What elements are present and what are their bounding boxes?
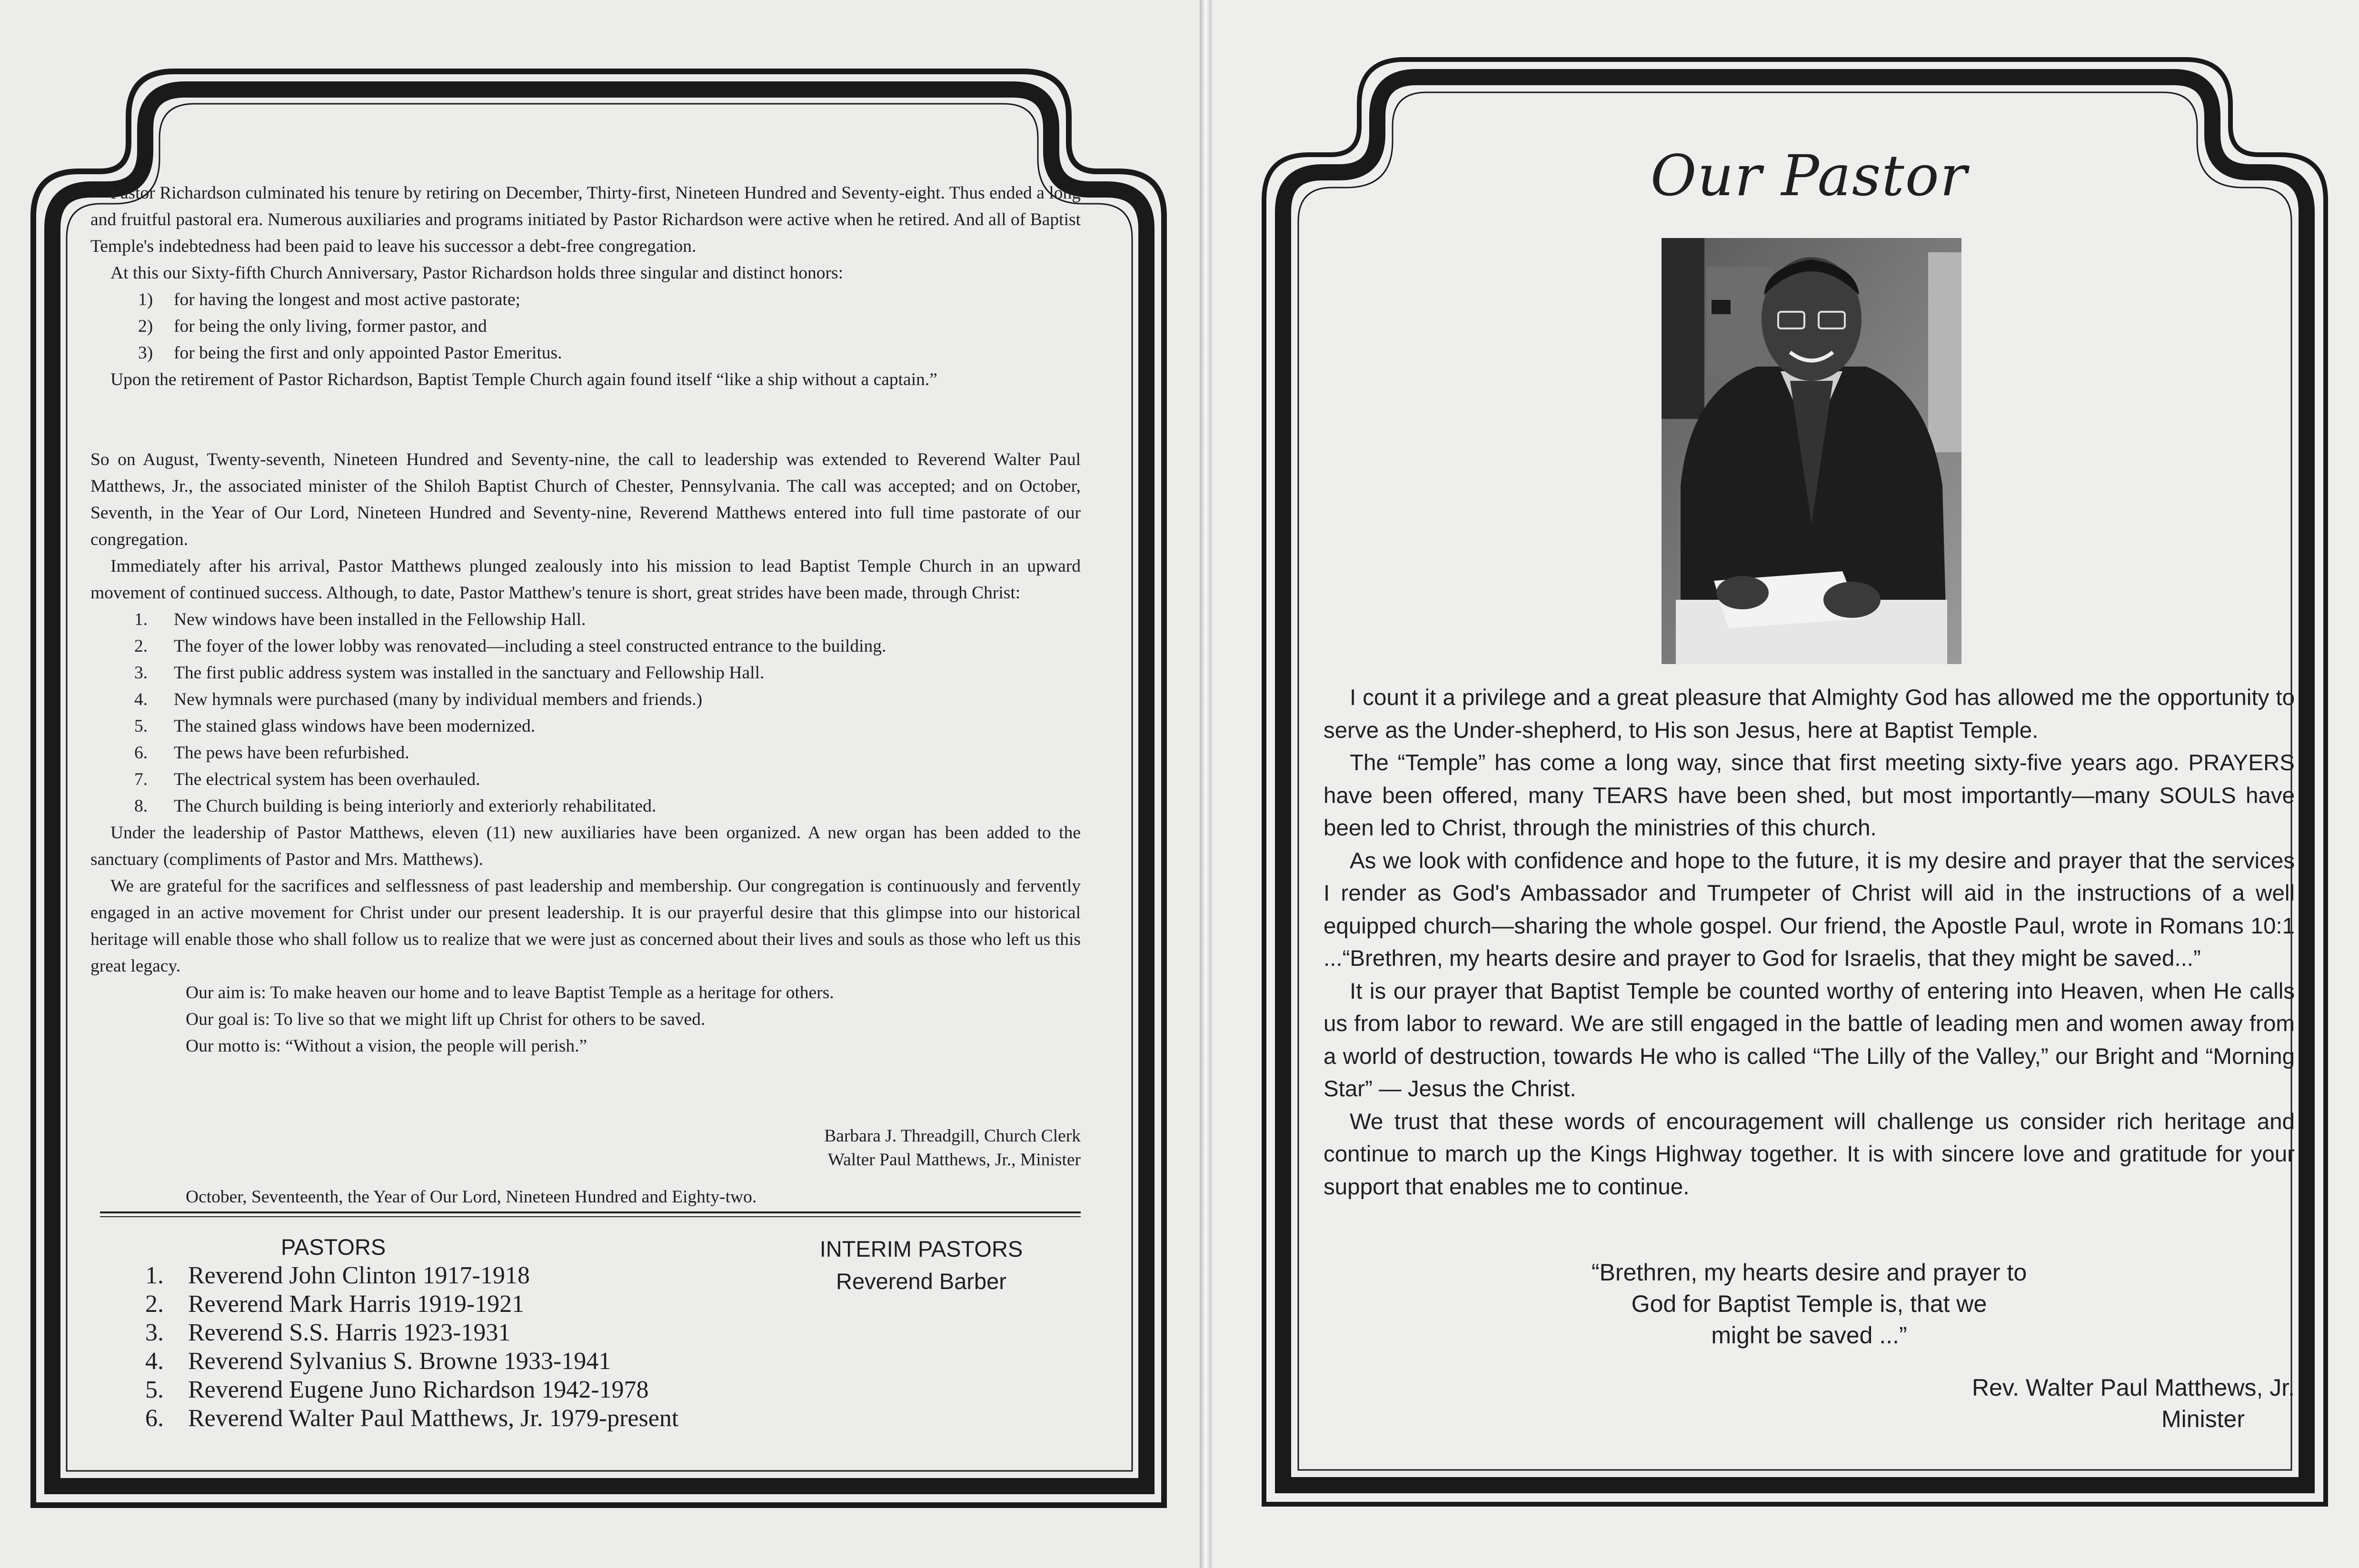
paragraph-encouragement: We trust that these words of encouragement will challenge us consider rich heritage and continue to march up the Kings Highway together. It is with sincere love and gratitude for your support that enables me to continue. <box>1324 1109 2295 1200</box>
section-divider <box>100 1211 1081 1217</box>
aim-line: Our aim is: To make heaven our home and to leave Baptist Temple as a heritage for others. <box>186 983 834 1002</box>
signature-name: Rev. Walter Paul Matthews, Jr. <box>1972 1374 2295 1401</box>
list-item: 2. The foyer of the lower lobby was renovated—including a steel constructed entrance to the building. <box>134 636 886 656</box>
list-item: 4. New hymnals were purchased (many by individual members and friends.) <box>134 690 703 709</box>
paragraph-arrival: Immediately after his arrival, Pastor Matthews plunged zealously into his mission to lead Baptist Temple Church in an upward movement of continued success. Although, to date, Pastor Matthew's tenure is short, great strides have been made, through Christ: <box>90 556 1081 603</box>
signature-title: Minister <box>2161 1406 2245 1432</box>
quote-line: might be saved ...” <box>1711 1322 1907 1349</box>
paragraph-auxiliaries: Under the leadership of Pastor Matthews, eleven (11) new auxiliaries have been organized. A new organ has been added to the sanctuary (compliments of Pastor and Mrs. Matthews). <box>90 823 1081 869</box>
paragraph-call: So on August, Twenty-seventh, Nineteen Hundred and Seventy-nine, the call to leadership was extended to Reverend Walter Paul Matthews, Jr., the associated minister of the Shiloh Baptist Church of Chester, Pennsylvania. The call was accepted; and on October, Seventh, in the Year of Our Lord, Nineteen Hundred and Seventy-nine, Reverend Matthews entered into full time pastorate of our congregation. <box>90 450 1081 549</box>
paragraph-tenure: Pastor Richardson culminated his tenure by retiring on December, Thirty-first, Nineteen Hundred and Seventy-eight. Thus ended a long and fruitful pastoral era. Numerous auxiliaries and programs initiated by Pastor Richardson were active when he retired. And all of Baptist Temple's indebtedness had been paid to leave his successor a debt-free congregation. <box>90 183 1081 256</box>
list-item: 2. Reverend Mark Harris 1919-1921 <box>145 1290 525 1318</box>
list-item: 1. New windows have been installed in the Fellowship Hall. <box>134 610 586 629</box>
paragraph-retirement: Upon the retirement of Pastor Richardson, Baptist Temple Church again found itself “like a ship without a captain.” <box>110 370 937 389</box>
list-item: 1. Reverend John Clinton 1917-1918 <box>145 1262 530 1289</box>
book-gutter <box>1200 0 1212 1568</box>
closing-quote <box>1466 1257 2152 1351</box>
signature-clerk: Barbara J. Threadgill, Church Clerk <box>824 1126 1081 1146</box>
right-page-body <box>1324 682 2295 1203</box>
paragraph-prayer: It is our prayer that Baptist Temple be counted worthy of entering into Heaven, when He calls us from labor to reward. We are still engaged in the battle of leading men and women away from a world of destruction, towards He who is called “The Lilly of the Valley,” our Bright and “Morning Star” — Jesus the Christ. <box>1324 978 2295 1102</box>
quote-line: “Brethren, my hearts desire and prayer to <box>1591 1259 2027 1286</box>
interim-pastors <box>809 1233 1033 1298</box>
list-item: 3) for being the first and only appointed Pastor Emeritus. <box>138 343 562 363</box>
paragraph-future: As we look with confidence and hope to the future, it is my desire and prayer that the services I render as God's Ambassador and Trumpeter of Christ will aid in the instructions of a well equipped church—sharing the whole gospel. Our friend, the Apostle Paul, wrote in Romans 10:1 ...“Brethren, my hearts desire and prayer to God for Israelis, that they might be saved...” <box>1324 848 2295 971</box>
list-item: 4. Reverend Sylvanius S. Browne 1933-1941 <box>145 1348 611 1375</box>
paragraph-privilege: I count it a privilege and a great pleasure that Almighty God has allowed me the opportunity to serve as the Under-shepherd, to His son Jesus, here at Baptist Temple. <box>1324 685 2295 743</box>
list-item: 6. The pews have been refurbished. <box>134 743 409 763</box>
list-item: 3. The first public address system was installed in the sanctuary and Fellowship Hall. <box>134 663 765 683</box>
paragraph-honors-intro: At this our Sixty-fifth Church Anniversary, Pastor Richardson holds three singular and distinct honors: <box>110 263 844 283</box>
list-item: 7. The electrical system has been overhauled. <box>134 770 480 789</box>
clerk-signature <box>824 1124 1081 1172</box>
achievements-list <box>90 606 1081 820</box>
date-line: October, Seventeenth, the Year of Our Lord, Nineteen Hundred and Eighty-two. <box>186 1187 757 1207</box>
list-item: 2) for being the only living, former pastor, and <box>138 317 487 336</box>
page-title: Our Pastor <box>1650 143 1968 208</box>
list-item: 1) for having the longest and most active pastorate; <box>138 290 520 309</box>
interim-heading: INTERIM PASTORS <box>819 1236 1023 1261</box>
paragraph-temple: The “Temple” has come a long way, since that first meeting sixty-five years ago. PRAYERS have been offered, many TEARS have been shed, but most importantly—many SOULS have been led to Christ, through the ministries of this church. <box>1324 750 2295 841</box>
honors-list <box>90 287 1081 367</box>
interim-name: Reverend Barber <box>836 1269 1006 1294</box>
list-item: 6. Reverend Walter Paul Matthews, Jr. 1979-present <box>145 1405 679 1432</box>
quote-line: God for Baptist Temple is, that we <box>1631 1290 1987 1317</box>
list-item: 3. Reverend S.S. Harris 1923-1931 <box>145 1319 511 1346</box>
paragraph-grateful: We are grateful for the sacrifices and selflessness of past leadership and membership. Our congregation is continuously and fervently engaged in an active movement for Christ under our present leadership. It is our prayerful desire that this glimpse into our historical heritage will enable those who shall follow us to realize that we were just as concerned about their lives and souls as those who left us this great legacy. <box>90 876 1081 976</box>
motto-line: Our motto is: “Without a vision, the people will perish.” <box>186 1036 587 1056</box>
portrait-image <box>1662 238 1961 664</box>
list-item: 8. The Church building is being interiorly and exteriorly rehabilitated. <box>134 796 657 816</box>
pastors-list <box>140 1233 678 1433</box>
pastor-portrait-photo <box>1662 238 1961 664</box>
goal-line: Our goal is: To live so that we might lift up Christ for others to be saved. <box>186 1010 706 1029</box>
list-item: 5. The stained glass windows have been modernized. <box>134 716 536 736</box>
left-page-body <box>90 180 1081 1060</box>
pastors-heading: PASTORS <box>281 1234 386 1260</box>
list-item: 5. Reverend Eugene Juno Richardson 1942-1978 <box>145 1376 649 1403</box>
signature-minister: Walter Paul Matthews, Jr., Minister <box>827 1150 1081 1170</box>
pastor-signature <box>1972 1372 2295 1435</box>
